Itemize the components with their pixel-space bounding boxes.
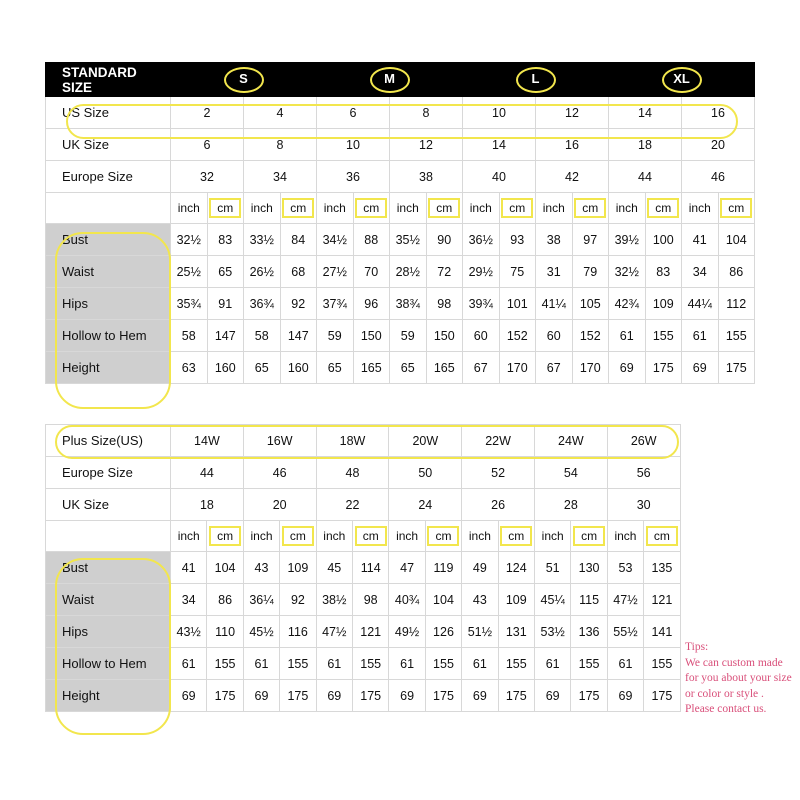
cell-height-8: 67 xyxy=(463,352,500,384)
cell-waist-1: 65 xyxy=(207,256,244,288)
cell-bust-1: 83 xyxy=(207,224,244,256)
cell-bust-3: 84 xyxy=(280,224,317,256)
plus-europe-4: 52 xyxy=(462,457,535,489)
plus-header-label: Plus Size(US) xyxy=(46,425,171,457)
cell-waist-0: 25½ xyxy=(171,256,208,288)
cell-hips-4: 37¾ xyxy=(317,288,354,320)
cell-waist-3: 68 xyxy=(280,256,317,288)
cell-waist-12: 32½ xyxy=(609,256,646,288)
plus-unit-cell-13 xyxy=(644,521,680,552)
plus-bust-6: 47 xyxy=(389,552,425,584)
cell-hollow-15: 155 xyxy=(718,320,755,352)
cell-hollow-2: 58 xyxy=(244,320,281,352)
plus-bust-1: 104 xyxy=(207,552,243,584)
plus-waist-3: 92 xyxy=(280,584,316,616)
cell-height-11: 170 xyxy=(572,352,609,384)
plus-uk-3: 24 xyxy=(389,489,462,521)
unit-cell-7 xyxy=(426,193,463,224)
plus-header-3: 20W xyxy=(389,425,462,457)
plus-bust-9: 124 xyxy=(498,552,534,584)
cell-hips-14: 44¼ xyxy=(682,288,719,320)
plus-bust-0: 41 xyxy=(171,552,207,584)
plus-europe-3: 50 xyxy=(389,457,462,489)
table-row-uk-size xyxy=(46,129,755,161)
cell-uk-size-3: 12 xyxy=(390,129,463,161)
cell-uk-size-7: 20 xyxy=(682,129,755,161)
row-label-europe-size: Europe Size xyxy=(46,161,171,193)
table-row-height xyxy=(46,352,755,384)
plus-bust-8: 49 xyxy=(462,552,498,584)
plus-unit-cell-11 xyxy=(571,521,607,552)
tips-line-2: We can custom made xyxy=(685,656,783,669)
unit-cell-14: inch xyxy=(682,193,719,224)
cell-bust-8: 36½ xyxy=(463,224,500,256)
plus-size-table-wrapper xyxy=(45,424,680,712)
unit-cell-6: inch xyxy=(390,193,427,224)
cell-height-7: 165 xyxy=(426,352,463,384)
plus-row-label-uk: UK Size xyxy=(46,489,171,521)
cell-uk-size-2: 10 xyxy=(317,129,390,161)
cell-europe-size-6: 44 xyxy=(609,161,682,193)
tips-note xyxy=(685,640,792,718)
cell-hips-5: 96 xyxy=(353,288,390,320)
plus-row-label-hollow-to-hem: Hollow to Hem xyxy=(46,648,171,680)
cell-height-9: 170 xyxy=(499,352,536,384)
cell-bust-4: 34½ xyxy=(317,224,354,256)
plus-row-label-europe: Europe Size xyxy=(46,457,171,489)
plus-waist-10: 45¼ xyxy=(534,584,570,616)
tips-line-5: Please contact us. xyxy=(685,703,767,715)
cell-us-size-1: 4 xyxy=(244,97,317,129)
cell-hips-10: 41¼ xyxy=(536,288,573,320)
cell-bust-6: 35½ xyxy=(390,224,427,256)
size-badge-s-cell xyxy=(171,63,317,97)
cell-bust-14: 41 xyxy=(682,224,719,256)
plus-bust-12: 53 xyxy=(607,552,643,584)
unit-cell-15 xyxy=(718,193,755,224)
cell-us-size-0: 2 xyxy=(171,97,244,129)
plus-hips-11: 136 xyxy=(571,616,607,648)
plus-height-13: 175 xyxy=(644,680,680,712)
plus-hips-0: 43½ xyxy=(171,616,207,648)
plus-unit-cell-7 xyxy=(425,521,461,552)
plus-height-0: 69 xyxy=(171,680,207,712)
unit-cell-11 xyxy=(572,193,609,224)
plus-hips-10: 53½ xyxy=(534,616,570,648)
plus-cm-box-5: cm xyxy=(355,526,387,546)
plus-height-11: 175 xyxy=(571,680,607,712)
plus-height-4: 69 xyxy=(316,680,352,712)
cell-waist-15: 86 xyxy=(718,256,755,288)
standard-title: STANDARD SIZE xyxy=(46,63,171,97)
plus-hollow-7: 155 xyxy=(425,648,461,680)
row-label-us-size: US Size xyxy=(46,97,171,129)
plus-hips-6: 49½ xyxy=(389,616,425,648)
plus-row-hollow-to-hem xyxy=(46,648,681,680)
table-row-bust xyxy=(46,224,755,256)
plus-row-europe-size xyxy=(46,457,681,489)
unit-cell-0: inch xyxy=(171,193,208,224)
unit-cell-13 xyxy=(645,193,682,224)
cell-hips-1: 91 xyxy=(207,288,244,320)
tips-line-4: or color or style . xyxy=(685,687,764,700)
plus-hips-2: 45½ xyxy=(243,616,279,648)
cell-hips-6: 38¾ xyxy=(390,288,427,320)
cell-hollow-5: 150 xyxy=(353,320,390,352)
unit-cell-8: inch xyxy=(463,193,500,224)
plus-europe-2: 48 xyxy=(316,457,389,489)
plus-unit-row-label xyxy=(46,521,171,552)
cell-bust-0: 32½ xyxy=(171,224,208,256)
size-badge-xl-cell xyxy=(609,63,755,97)
size-badge-l-cell xyxy=(463,63,609,97)
cell-hips-7: 98 xyxy=(426,288,463,320)
cell-height-2: 65 xyxy=(244,352,281,384)
plus-waist-6: 40¾ xyxy=(389,584,425,616)
plus-bust-10: 51 xyxy=(534,552,570,584)
plus-row-units xyxy=(46,521,681,552)
cell-us-size-6: 14 xyxy=(609,97,682,129)
cell-waist-4: 27½ xyxy=(317,256,354,288)
plus-unit-cell-1 xyxy=(207,521,243,552)
unit-cell-2: inch xyxy=(244,193,281,224)
plus-unit-cell-0: inch xyxy=(171,521,207,552)
table-row-us-size xyxy=(46,97,755,129)
table-row-waist xyxy=(46,256,755,288)
cell-bust-5: 88 xyxy=(353,224,390,256)
plus-bust-13: 135 xyxy=(644,552,680,584)
plus-hollow-3: 155 xyxy=(280,648,316,680)
cell-hips-8: 39¾ xyxy=(463,288,500,320)
plus-row-label-waist: Waist xyxy=(46,584,171,616)
plus-unit-cell-9 xyxy=(498,521,534,552)
plus-hips-8: 51½ xyxy=(462,616,498,648)
cm-box-11: cm xyxy=(574,198,606,218)
plus-unit-cell-2: inch xyxy=(243,521,279,552)
plus-height-2: 69 xyxy=(243,680,279,712)
row-label-height: Height xyxy=(46,352,171,384)
plus-bust-2: 43 xyxy=(243,552,279,584)
cell-hips-13: 109 xyxy=(645,288,682,320)
row-label-hollow-to-hem: Hollow to Hem xyxy=(46,320,171,352)
standard-header-row xyxy=(46,63,755,97)
cell-bust-10: 38 xyxy=(536,224,573,256)
cell-bust-12: 39½ xyxy=(609,224,646,256)
plus-hollow-0: 61 xyxy=(171,648,207,680)
cell-waist-2: 26½ xyxy=(244,256,281,288)
unit-cell-1 xyxy=(207,193,244,224)
unit-cell-5 xyxy=(353,193,390,224)
unit-cell-3 xyxy=(280,193,317,224)
cm-box-5: cm xyxy=(355,198,387,218)
plus-height-8: 69 xyxy=(462,680,498,712)
row-label-uk-size: UK Size xyxy=(46,129,171,161)
plus-cm-box-1: cm xyxy=(209,526,241,546)
cell-hollow-9: 152 xyxy=(499,320,536,352)
plus-row-label-height: Height xyxy=(46,680,171,712)
plus-hips-1: 110 xyxy=(207,616,243,648)
cell-us-size-3: 8 xyxy=(390,97,463,129)
plus-hollow-13: 155 xyxy=(644,648,680,680)
plus-cm-box-9: cm xyxy=(500,526,532,546)
cell-hollow-14: 61 xyxy=(682,320,719,352)
plus-header-1: 16W xyxy=(243,425,316,457)
plus-hollow-6: 61 xyxy=(389,648,425,680)
cell-europe-size-0: 32 xyxy=(171,161,244,193)
cell-hollow-8: 60 xyxy=(463,320,500,352)
plus-uk-4: 26 xyxy=(462,489,535,521)
plus-header-0: 14W xyxy=(171,425,244,457)
plus-height-9: 175 xyxy=(498,680,534,712)
plus-uk-5: 28 xyxy=(534,489,607,521)
size-badge-m-cell xyxy=(317,63,463,97)
tips-line-3: for you about your size xyxy=(685,672,792,684)
plus-bust-7: 119 xyxy=(425,552,461,584)
tips-line-1: Tips: xyxy=(685,641,709,653)
plus-uk-6: 30 xyxy=(607,489,680,521)
plus-waist-1: 86 xyxy=(207,584,243,616)
plus-hollow-4: 61 xyxy=(316,648,352,680)
plus-waist-11: 115 xyxy=(571,584,607,616)
cell-hips-2: 36¾ xyxy=(244,288,281,320)
unit-cell-10: inch xyxy=(536,193,573,224)
cell-europe-size-4: 40 xyxy=(463,161,536,193)
cell-us-size-5: 12 xyxy=(536,97,609,129)
cell-waist-13: 83 xyxy=(645,256,682,288)
cell-hollow-10: 60 xyxy=(536,320,573,352)
cell-europe-size-1: 34 xyxy=(244,161,317,193)
cell-waist-6: 28½ xyxy=(390,256,427,288)
plus-row-height xyxy=(46,680,681,712)
cell-hips-0: 35¾ xyxy=(171,288,208,320)
plus-height-10: 69 xyxy=(534,680,570,712)
size-badge-m: M xyxy=(370,67,410,93)
row-label-bust: Bust xyxy=(46,224,171,256)
cell-europe-size-5: 42 xyxy=(536,161,609,193)
cell-waist-10: 31 xyxy=(536,256,573,288)
cell-us-size-7: 16 xyxy=(682,97,755,129)
plus-europe-5: 54 xyxy=(534,457,607,489)
plus-cm-box-11: cm xyxy=(573,526,605,546)
plus-hips-7: 126 xyxy=(425,616,461,648)
plus-hollow-11: 155 xyxy=(571,648,607,680)
plus-hollow-1: 155 xyxy=(207,648,243,680)
cm-box-9: cm xyxy=(501,198,533,218)
cell-waist-5: 70 xyxy=(353,256,390,288)
cell-hollow-13: 155 xyxy=(645,320,682,352)
plus-bust-5: 114 xyxy=(352,552,388,584)
table-row-units xyxy=(46,193,755,224)
plus-unit-cell-3 xyxy=(280,521,316,552)
plus-hips-5: 121 xyxy=(352,616,388,648)
plus-uk-1: 20 xyxy=(243,489,316,521)
size-badge-l: L xyxy=(516,67,556,93)
cell-waist-8: 29½ xyxy=(463,256,500,288)
cell-hips-11: 105 xyxy=(572,288,609,320)
plus-header-6: 26W xyxy=(607,425,680,457)
cell-height-10: 67 xyxy=(536,352,573,384)
plus-bust-3: 109 xyxy=(280,552,316,584)
plus-header-row xyxy=(46,425,681,457)
plus-hips-13: 141 xyxy=(644,616,680,648)
plus-hollow-9: 155 xyxy=(498,648,534,680)
cell-waist-9: 75 xyxy=(499,256,536,288)
plus-europe-1: 46 xyxy=(243,457,316,489)
cm-box-15: cm xyxy=(720,198,752,218)
cell-hollow-3: 147 xyxy=(280,320,317,352)
cell-hips-3: 92 xyxy=(280,288,317,320)
plus-waist-4: 38½ xyxy=(316,584,352,616)
plus-header-4: 22W xyxy=(462,425,535,457)
unit-cell-9 xyxy=(499,193,536,224)
plus-unit-cell-12: inch xyxy=(607,521,643,552)
cell-hollow-7: 150 xyxy=(426,320,463,352)
plus-waist-7: 104 xyxy=(425,584,461,616)
plus-hips-9: 131 xyxy=(498,616,534,648)
unit-cell-4: inch xyxy=(317,193,354,224)
cell-uk-size-6: 18 xyxy=(609,129,682,161)
plus-height-1: 175 xyxy=(207,680,243,712)
cell-height-1: 160 xyxy=(207,352,244,384)
table-row-hollow-to-hem xyxy=(46,320,755,352)
cell-height-3: 160 xyxy=(280,352,317,384)
plus-cm-box-13: cm xyxy=(646,526,678,546)
plus-hollow-2: 61 xyxy=(243,648,279,680)
plus-hollow-12: 61 xyxy=(607,648,643,680)
plus-row-bust xyxy=(46,552,681,584)
plus-cm-box-7: cm xyxy=(427,526,459,546)
plus-row-label-bust: Bust xyxy=(46,552,171,584)
plus-europe-0: 44 xyxy=(171,457,244,489)
cell-height-14: 69 xyxy=(682,352,719,384)
cell-bust-2: 33½ xyxy=(244,224,281,256)
plus-row-hips xyxy=(46,616,681,648)
cell-bust-11: 97 xyxy=(572,224,609,256)
cell-hollow-6: 59 xyxy=(390,320,427,352)
cell-height-15: 175 xyxy=(718,352,755,384)
plus-size-table xyxy=(45,424,681,712)
cell-hollow-4: 59 xyxy=(317,320,354,352)
plus-header-2: 18W xyxy=(316,425,389,457)
plus-bust-11: 130 xyxy=(571,552,607,584)
cell-hips-15: 112 xyxy=(718,288,755,320)
plus-row-uk-size xyxy=(46,489,681,521)
standard-size-table xyxy=(45,62,755,384)
cell-uk-size-0: 6 xyxy=(171,129,244,161)
cell-bust-7: 90 xyxy=(426,224,463,256)
plus-height-3: 175 xyxy=(280,680,316,712)
size-badge-s: S xyxy=(224,67,264,93)
row-label-hips: Hips xyxy=(46,288,171,320)
cell-hollow-0: 58 xyxy=(171,320,208,352)
cell-waist-7: 72 xyxy=(426,256,463,288)
cm-box-13: cm xyxy=(647,198,679,218)
cell-uk-size-5: 16 xyxy=(536,129,609,161)
cell-hollow-1: 147 xyxy=(207,320,244,352)
plus-waist-12: 47½ xyxy=(607,584,643,616)
cell-hips-9: 101 xyxy=(499,288,536,320)
table-row-europe-size xyxy=(46,161,755,193)
cell-height-5: 165 xyxy=(353,352,390,384)
cell-europe-size-7: 46 xyxy=(682,161,755,193)
cell-uk-size-4: 14 xyxy=(463,129,536,161)
plus-hollow-10: 61 xyxy=(534,648,570,680)
cm-box-3: cm xyxy=(282,198,314,218)
plus-waist-13: 121 xyxy=(644,584,680,616)
cell-europe-size-3: 38 xyxy=(390,161,463,193)
plus-row-label-hips: Hips xyxy=(46,616,171,648)
cm-box-1: cm xyxy=(209,198,241,218)
cell-us-size-2: 6 xyxy=(317,97,390,129)
plus-waist-8: 43 xyxy=(462,584,498,616)
cell-hollow-12: 61 xyxy=(609,320,646,352)
plus-height-12: 69 xyxy=(607,680,643,712)
cell-hips-12: 42¾ xyxy=(609,288,646,320)
cell-waist-14: 34 xyxy=(682,256,719,288)
cell-us-size-4: 10 xyxy=(463,97,536,129)
plus-uk-2: 22 xyxy=(316,489,389,521)
plus-bust-4: 45 xyxy=(316,552,352,584)
standard-size-table-wrapper xyxy=(45,62,755,384)
plus-uk-0: 18 xyxy=(171,489,244,521)
plus-waist-0: 34 xyxy=(171,584,207,616)
plus-unit-cell-10: inch xyxy=(534,521,570,552)
unit-row-label xyxy=(46,193,171,224)
cm-box-7: cm xyxy=(428,198,460,218)
plus-row-waist xyxy=(46,584,681,616)
plus-unit-cell-4: inch xyxy=(316,521,352,552)
cell-height-12: 69 xyxy=(609,352,646,384)
cell-bust-13: 100 xyxy=(645,224,682,256)
plus-hips-3: 116 xyxy=(280,616,316,648)
cell-height-4: 65 xyxy=(317,352,354,384)
cell-bust-15: 104 xyxy=(718,224,755,256)
size-badge-xl: XL xyxy=(662,67,702,93)
plus-header-5: 24W xyxy=(534,425,607,457)
row-label-waist: Waist xyxy=(46,256,171,288)
plus-height-6: 69 xyxy=(389,680,425,712)
cell-waist-11: 79 xyxy=(572,256,609,288)
plus-hollow-8: 61 xyxy=(462,648,498,680)
plus-unit-cell-8: inch xyxy=(462,521,498,552)
cell-bust-9: 93 xyxy=(499,224,536,256)
cell-height-6: 65 xyxy=(390,352,427,384)
plus-unit-cell-5 xyxy=(352,521,388,552)
plus-waist-9: 109 xyxy=(498,584,534,616)
table-row-hips xyxy=(46,288,755,320)
plus-europe-6: 56 xyxy=(607,457,680,489)
cell-uk-size-1: 8 xyxy=(244,129,317,161)
plus-unit-cell-6: inch xyxy=(389,521,425,552)
plus-waist-5: 98 xyxy=(352,584,388,616)
plus-height-7: 175 xyxy=(425,680,461,712)
cell-hollow-11: 152 xyxy=(572,320,609,352)
plus-hips-4: 47½ xyxy=(316,616,352,648)
plus-cm-box-3: cm xyxy=(282,526,314,546)
unit-cell-12: inch xyxy=(609,193,646,224)
cell-europe-size-2: 36 xyxy=(317,161,390,193)
cell-height-13: 175 xyxy=(645,352,682,384)
plus-hollow-5: 155 xyxy=(352,648,388,680)
plus-height-5: 175 xyxy=(352,680,388,712)
cell-height-0: 63 xyxy=(171,352,208,384)
plus-hips-12: 55½ xyxy=(607,616,643,648)
plus-waist-2: 36¼ xyxy=(243,584,279,616)
